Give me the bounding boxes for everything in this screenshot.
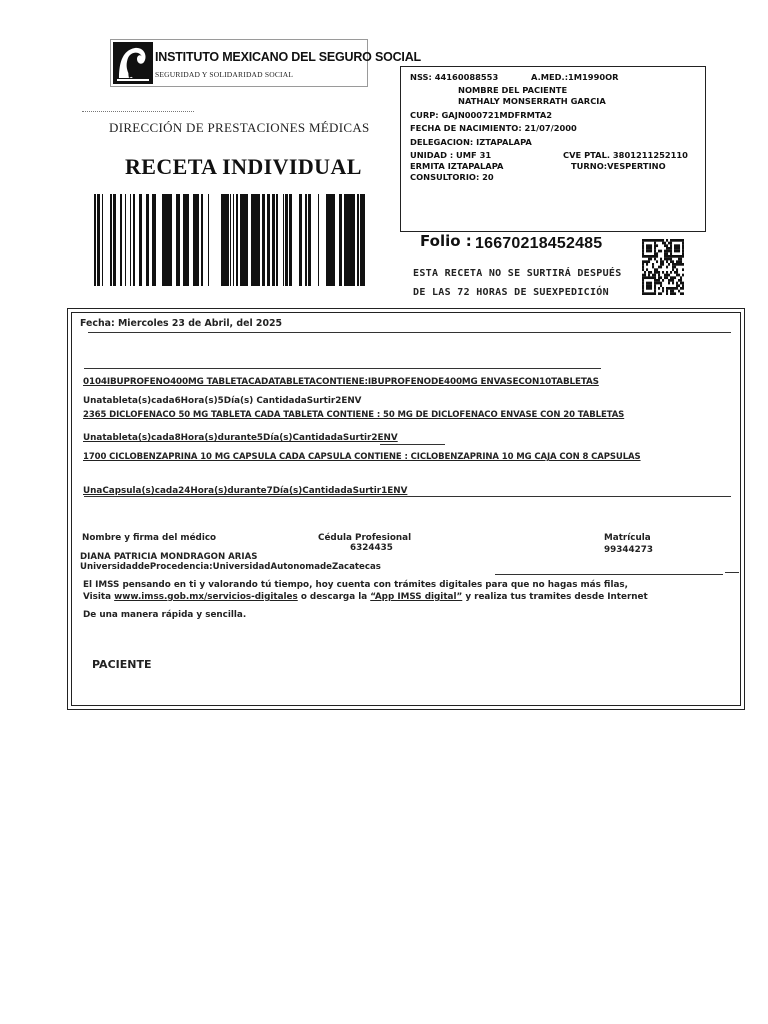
- warning-line-1: ESTA RECETA NO SE SURTIRÁ DESPUÉS: [413, 268, 622, 279]
- drug-item-2: 2365 DICLOFENACO 50 MG TABLETA CADA TABLETA CONTIENE : 50 MG DE DICLOFENACO ENVASE CON 20 TABLETAS: [83, 410, 625, 420]
- imss-services-link[interactable]: www.imss.gob.mx/servicios-digitales: [114, 592, 298, 602]
- prescription-date: Fecha: Miercoles 23 de Abril, del 2025: [80, 318, 283, 329]
- cve-ptal: CVE PTAL. 3801211252110: [563, 150, 688, 160]
- drug-item-3: 1700 CICLOBENZAPRINA 10 MG CAPSULA CADA CAPSULA CONTIENE : CICLOBENZAPRINA 10 MG CAJA CON 8 CAPSULAS: [83, 452, 641, 462]
- amed: A.MED.:1M1990OR: [531, 72, 619, 82]
- birth-date: FECHA DE NACIMIENTO: 21/07/2000: [410, 123, 577, 133]
- notice-line-1: El IMSS pensando en ti y valorando tú tiempo, hoy cuenta con trámites digitales para que no hagas más filas,: [83, 580, 628, 590]
- consultorio: CONSULTORIO: 20: [410, 172, 494, 182]
- patient-name: NATHALY MONSERRATH GARCIA: [458, 96, 606, 106]
- notice-line-2: [83, 592, 648, 602]
- qr-code: [642, 239, 684, 295]
- signature-line-end: [725, 572, 739, 573]
- notice-line-3: De una manera rápida y sencilla.: [83, 610, 247, 620]
- dosage-2-underline: [380, 444, 445, 445]
- patient-info-box: [400, 66, 706, 232]
- dotted-divider: [82, 111, 194, 112]
- institution-name: INSTITUTO MEXICANO DEL SEGURO SOCIAL: [155, 50, 421, 64]
- drug-item-1: 0104IBUPROFENO400MG TABLETACADATABLETACONTIENE:IBUPROFENODE400MG ENVASECON10TABLETAS: [83, 377, 599, 387]
- matricula-number: 99344273: [604, 545, 653, 555]
- document-title: RECETA INDIVIDUAL: [125, 154, 362, 179]
- matricula-label: Matrícula: [604, 533, 651, 543]
- patient-name-label: NOMBRE DEL PACIENTE: [458, 85, 568, 95]
- turno: TURNO:VESPERTINO: [571, 161, 666, 171]
- doctor-sign-label: Nombre y firma del médico: [82, 533, 217, 543]
- notice-visit: Visita: [83, 592, 115, 602]
- imss-logo: [110, 39, 421, 87]
- folio-number: 16670218452485: [475, 235, 603, 252]
- ermita: ERMITA IZTAPALAPA: [410, 161, 504, 171]
- copy-label: PACIENTE: [92, 658, 152, 671]
- doctor-university: UniversidaddeProcedencia:UniversidadAutonomadeZacatecas: [80, 562, 381, 572]
- nss: NSS: 44160088553: [410, 72, 499, 82]
- direction-title: DIRECCIÓN DE PRESTACIONES MÉDICAS: [109, 120, 370, 135]
- curp: CURP: GAJN000721MDFRMTA2: [410, 110, 553, 120]
- prescription-end-line: [84, 496, 731, 497]
- unidad: UNIDAD : UMF 31: [410, 150, 492, 160]
- doctor-name: DIANA PATRICIA MONDRAGON ARIAS: [80, 552, 258, 562]
- notice-mid: o descarga la: [297, 592, 371, 602]
- signature-line: [495, 574, 723, 575]
- dosage-item-2: Unatableta(s)cada8Hora(s)durante5Día(s)CantidadaSurtir2ENV: [83, 433, 398, 443]
- warning-line-2: DE LAS 72 HORAS DE SUEXPEDICIÓN: [413, 287, 609, 298]
- barcode: [94, 194, 366, 286]
- cedula-label: Cédula Profesional: [318, 533, 412, 543]
- institution-subtitle: SEGURIDAD Y SOLIDARIDAD SOCIAL: [155, 70, 294, 79]
- notice-end: y realiza tus tramites desde Internet: [462, 592, 648, 602]
- imss-app-link[interactable]: “App IMSS digital”: [370, 592, 463, 602]
- date-underline: [88, 332, 731, 333]
- prescription-frame-inner: [71, 312, 741, 706]
- delegacion: DELEGACION: IZTAPALAPA: [410, 137, 532, 147]
- cedula-number: 6324435: [350, 543, 393, 553]
- dosage-item-3: UnaCapsula(s)cada24Hora(s)durante7Día(s)CantidadaSurtir1ENV: [83, 486, 408, 496]
- folio-label: Folio :: [420, 232, 472, 250]
- imss-eagle-emblem-icon: [113, 42, 153, 84]
- blank-line: [84, 368, 601, 369]
- dosage-item-1: Unatableta(s)cada6Hora(s)5Día(s) CantidadaSurtir2ENV: [83, 396, 362, 406]
